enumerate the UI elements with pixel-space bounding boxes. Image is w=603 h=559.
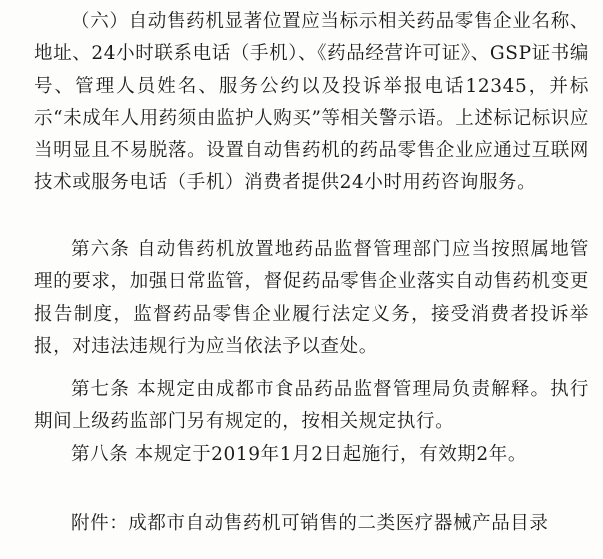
attachment-line: 附件：成都市自动售药机可销售的二类医疗器械产品目录: [71, 513, 549, 534]
paragraph-article-7: 第七条 本规定由成都市食品药品监督管理局负责解释。执行期间上级药监部门另有规定的，按相关规定执行。: [34, 379, 589, 433]
paragraph-item-6: （六）自动售药机显著位置应当标示相关药品零售企业名称、地址、24小时联系电话（手机）、《药品经营许可证》、GSP证书编号、管理人员姓名、服务公约以及投诉举报电话12345，并标示“未成年人用药须由监护人购买”等相关警示语。上述标记标识应当明显且不易脱落。设置自动售药机的药品零售企业应通过互联网技术或服务电话（手机）消费者提供24小时用药咨询服务。: [34, 11, 589, 194]
paragraph-article-8: 第八条 本规定于2019年1月2日起施行，有效期2年。: [71, 444, 527, 465]
paragraph-article-6: 第六条 自动售药机放置地药品监督管理部门应当按照属地管理的要求，加强日常监管，督促药品零售企业落实自动售药机变更报告制度，监督药品零售企业履行法定义务，接受消费者投诉举报，对违法违规行为应当依法予以查处。: [34, 239, 589, 357]
